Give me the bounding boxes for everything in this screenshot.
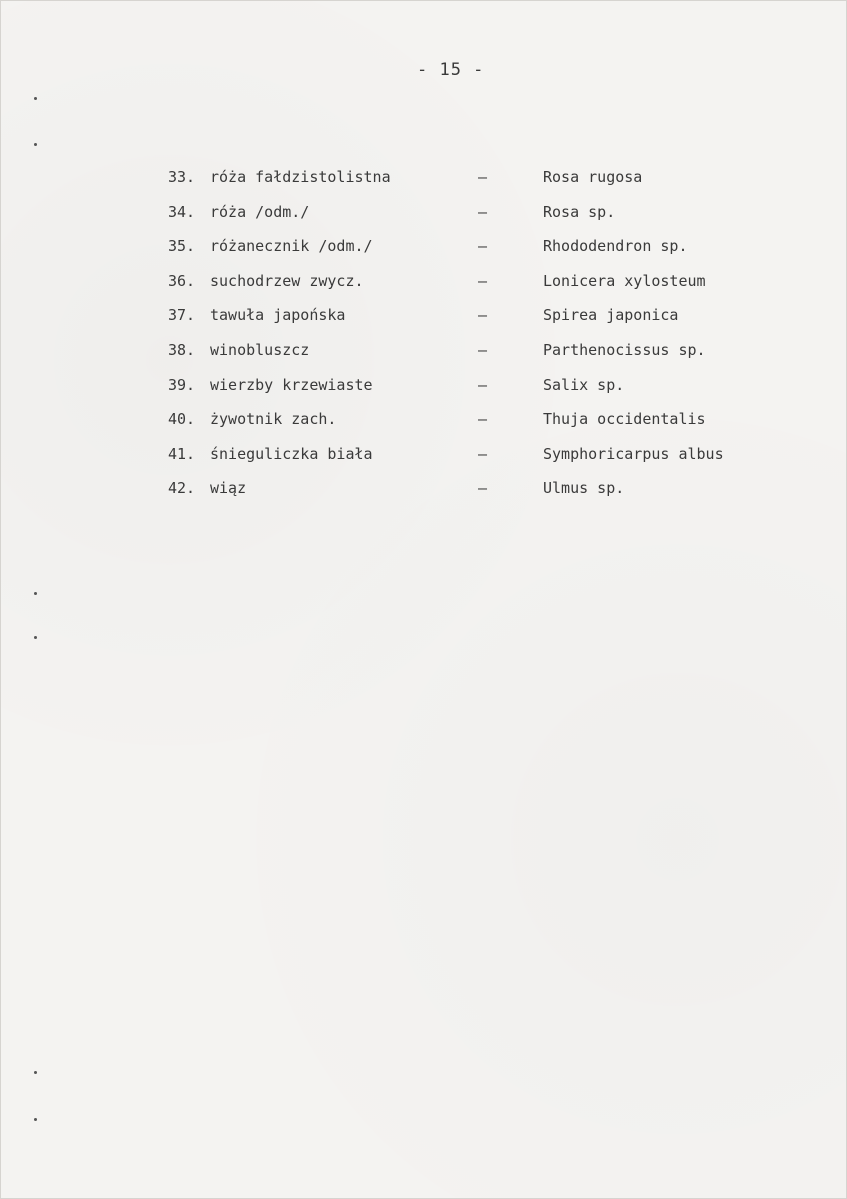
latin-name: Rhododendron sp. xyxy=(543,237,688,256)
polish-name: śnieguliczka biała xyxy=(210,444,373,463)
polish-name: winobluszcz xyxy=(210,340,310,359)
item-number: 34. xyxy=(168,202,196,221)
list-item xyxy=(0,374,847,409)
separator-dash: – xyxy=(478,168,488,186)
scan-speck xyxy=(34,1071,37,1074)
separator-dash: – xyxy=(478,306,488,325)
polish-name: żywotnik zach. xyxy=(210,410,337,429)
species-list xyxy=(0,166,847,512)
item-number: 42. xyxy=(168,479,196,498)
item-number: 37. xyxy=(168,306,196,325)
separator-dash: – xyxy=(478,375,488,394)
scan-speck xyxy=(34,636,37,639)
separator-dash: – xyxy=(478,202,488,221)
latin-name: Ulmus sp. xyxy=(543,479,625,498)
scan-speck xyxy=(34,97,37,100)
latin-name: Thuja occidentalis xyxy=(543,410,706,429)
scan-speck xyxy=(34,143,37,146)
separator-dash: – xyxy=(478,444,488,463)
list-item xyxy=(0,201,847,236)
latin-name: Spirea japonica xyxy=(543,306,679,325)
item-number: 39. xyxy=(168,375,196,394)
separator-dash: – xyxy=(478,340,488,359)
page-number: - 15 - xyxy=(417,60,485,80)
latin-name: Lonicera xylosteum xyxy=(543,271,706,290)
latin-name: Rosa rugosa xyxy=(543,168,643,186)
list-item xyxy=(0,304,847,339)
list-item xyxy=(0,477,847,512)
polish-name: suchodrzew zwycz. xyxy=(210,271,364,290)
polish-name: róża fałdzistolistna xyxy=(210,168,391,186)
item-number: 41. xyxy=(168,444,196,463)
item-number: 36. xyxy=(168,271,196,290)
item-number: 40. xyxy=(168,410,196,429)
polish-name: wierzby krzewiaste xyxy=(210,375,373,394)
item-number: 38. xyxy=(168,340,196,359)
list-item xyxy=(0,408,847,443)
list-item xyxy=(0,235,847,270)
polish-name: wiąz xyxy=(210,479,247,498)
scan-speck xyxy=(34,592,37,595)
list-item xyxy=(0,339,847,374)
latin-name: Rosa sp. xyxy=(543,202,616,221)
scan-speck xyxy=(34,1118,37,1121)
list-item xyxy=(0,443,847,478)
latin-name: Symphoricarpus albus xyxy=(543,444,724,463)
list-item xyxy=(0,166,847,201)
separator-dash: – xyxy=(478,237,488,256)
latin-name: Parthenocissus sp. xyxy=(543,340,706,359)
separator-dash: – xyxy=(478,271,488,290)
separator-dash: – xyxy=(478,410,488,429)
polish-name: tawuła japońska xyxy=(210,306,346,325)
item-number: 33. xyxy=(168,168,196,186)
item-number: 35. xyxy=(168,237,196,256)
latin-name: Salix sp. xyxy=(543,375,625,394)
polish-name: różanecznik /odm./ xyxy=(210,237,373,256)
separator-dash: – xyxy=(478,479,488,498)
list-item xyxy=(0,270,847,305)
polish-name: róża /odm./ xyxy=(210,202,310,221)
